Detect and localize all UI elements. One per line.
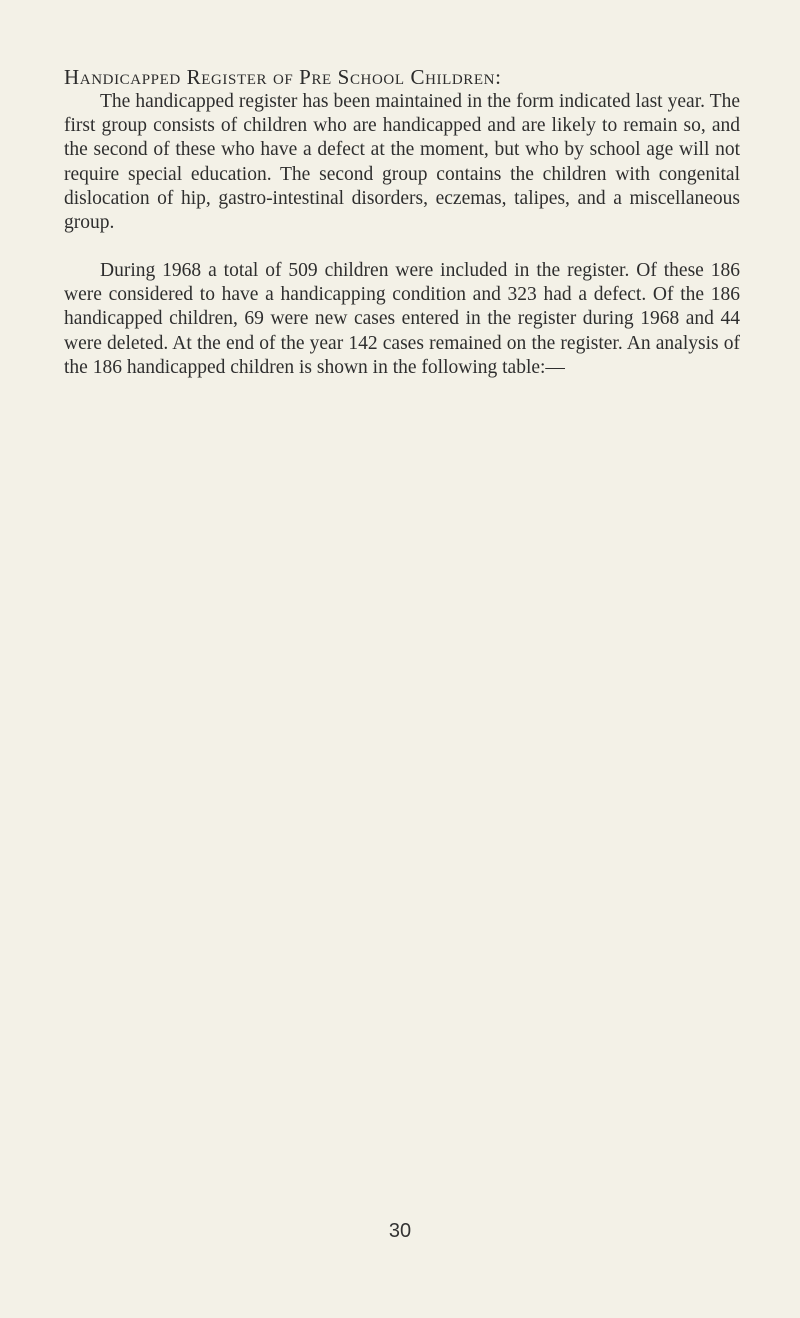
paragraph-register-description: The handicapped register has been maintained in the form indicated last year. The first group consists of children who are handicapped and are likely to remain so, and the second of these who have a defect at the moment, but who by school age will not require special education. The second group contains the children with congenital dislocation of hip, gastro-intestinal disorders, eczemas, talipes, and a miscellaneous group. [64,91,740,234]
page-number: 30 [388,1220,412,1242]
paragraph-register-statistics: During 1968 a total of 509 children were included in the register. Of these 186 were considered to have a handicapping condition and 323 had a defect. Of the 186 handicapped children, 69 were new cases entered in the register during 1968 and 44 were deleted. At the end of the year 142 cases remained on the register. An analysis of the 186 handicapped children is shown in the following table:— [64,260,740,378]
section-heading: Handicapped Register of Pre School Children: [64,65,502,89]
